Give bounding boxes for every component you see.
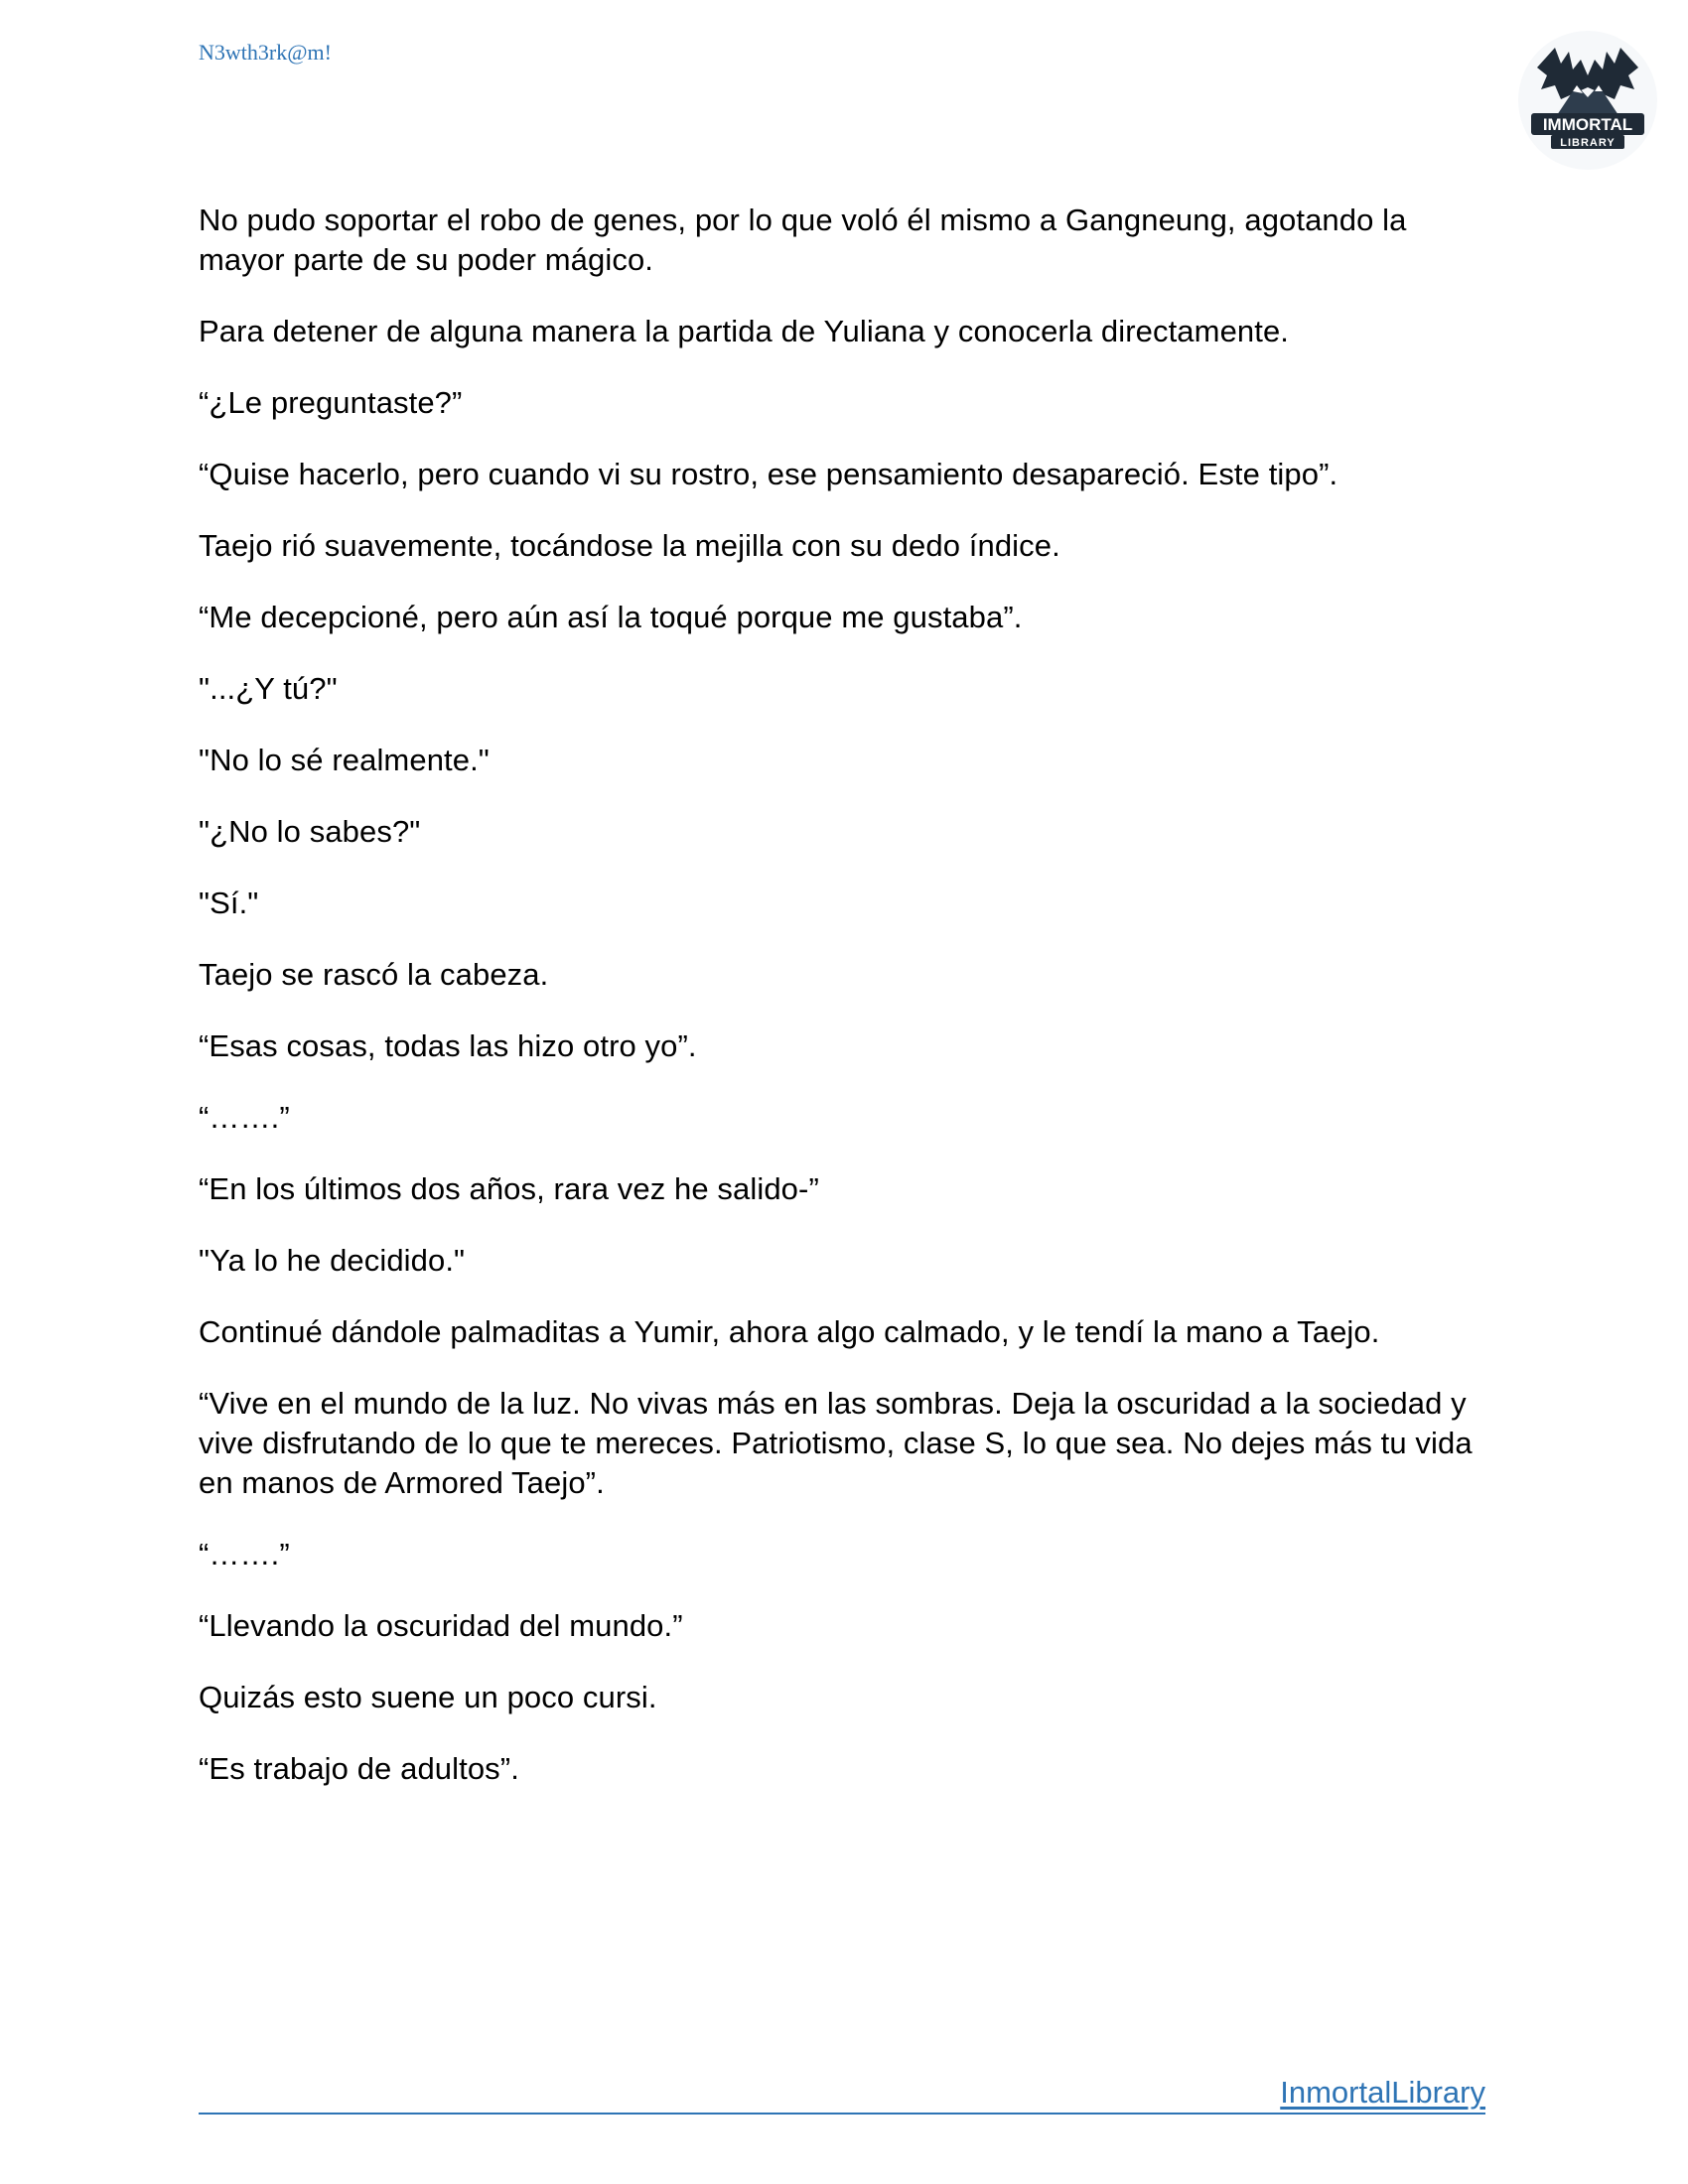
paragraph: Para detener de alguna manera la partida de Yuliana y conocerla directamente. bbox=[199, 314, 1290, 348]
paragraph: “En los últimos dos años, rara vez he salido-” bbox=[199, 1171, 819, 1206]
paragraph: “Esas cosas, todas las hizo otro yo”. bbox=[199, 1028, 697, 1063]
paragraph: “Me decepcioné, pero aún así la toqué porque me gustaba”. bbox=[199, 600, 1023, 634]
paragraph: No pudo soportar el robo de genes, por lo que voló él mismo a Gangneung, agotando la mayor parte de su poder mágico. bbox=[199, 203, 1407, 277]
logo-text-bottom: LIBRARY bbox=[1560, 137, 1616, 149]
paragraph: “Llevando la oscuridad del mundo.” bbox=[199, 1608, 683, 1643]
paragraph: “Quise hacerlo, pero cuando vi su rostro, ese pensamiento desapareció. Este tipo”. bbox=[199, 457, 1338, 491]
paragraph: “Es trabajo de adultos”. bbox=[199, 1751, 519, 1786]
paragraph: Taejo rió suavemente, tocándose la mejilla con su dedo índice. bbox=[199, 528, 1060, 563]
paragraph: "No lo sé realmente." bbox=[199, 743, 490, 777]
paragraph: Taejo se rascó la cabeza. bbox=[199, 957, 549, 992]
paragraph: “Vive en el mundo de la luz. No vivas más en las sombras. Deja la oscuridad a la sociedad y vive disfrutando de lo que te mereces. Patriotismo, clase S, lo que sea. No dejes más tu vida en manos de Armored Taejo”. bbox=[199, 1386, 1473, 1500]
footer-site-link[interactable]: InmortalLibrary bbox=[1280, 2075, 1485, 2110]
document-body bbox=[199, 201, 1489, 1821]
paragraph: “…….” bbox=[199, 1100, 290, 1135]
immortal-library-logo bbox=[1517, 30, 1658, 171]
paragraph: "Ya lo he decidido." bbox=[199, 1243, 466, 1278]
paragraph: "¿No lo sabes?" bbox=[199, 814, 421, 849]
logo-text-top: IMMORTAL bbox=[1542, 115, 1633, 134]
paragraph: Quizás esto suene un poco cursi. bbox=[199, 1680, 657, 1714]
paragraph: “¿Le preguntaste?” bbox=[199, 385, 463, 420]
paragraph: “…….” bbox=[199, 1537, 290, 1571]
paragraph: Continué dándole palmaditas a Yumir, ahora algo calmado, y le tendí la mano a Taejo. bbox=[199, 1314, 1380, 1349]
header-watermark-text: N3wth3rk@m! bbox=[199, 40, 332, 65]
footer-divider bbox=[199, 2113, 1485, 2115]
paragraph: "...¿Y tú?" bbox=[199, 671, 338, 706]
paragraph: "Sí." bbox=[199, 886, 259, 920]
